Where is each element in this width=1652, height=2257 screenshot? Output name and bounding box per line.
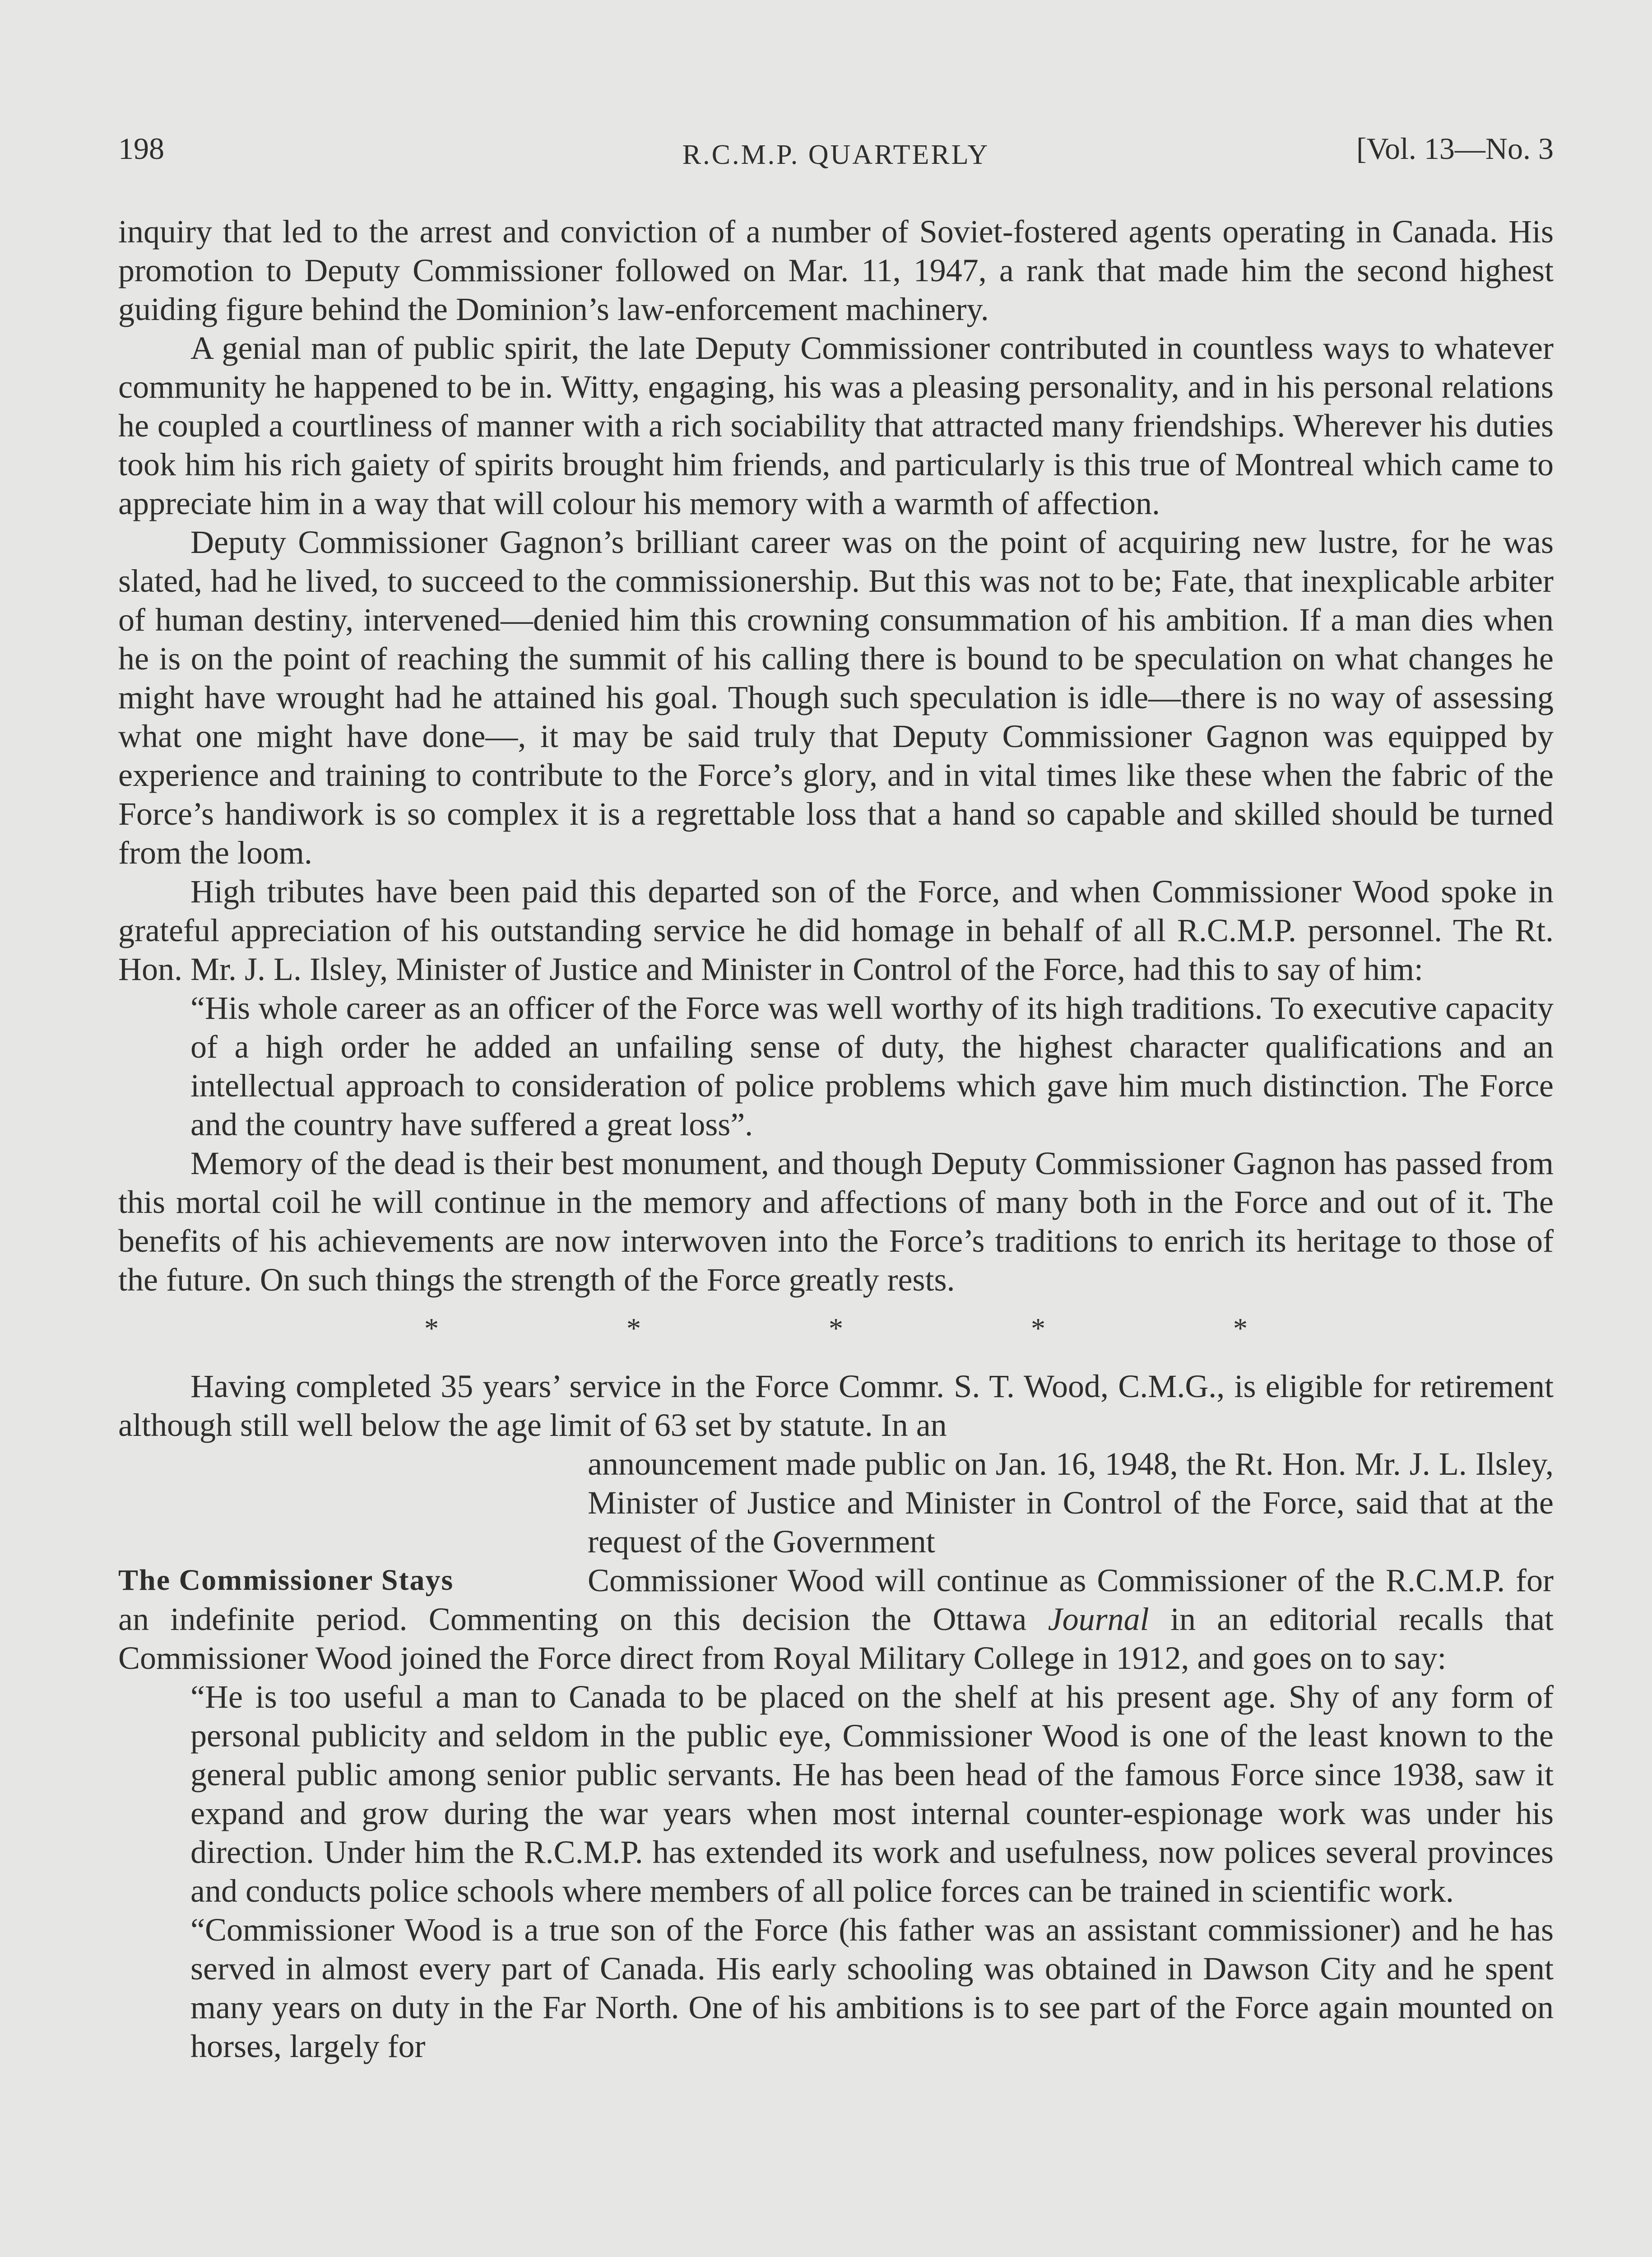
journal-title: R.C.M.P. QUARTERLY <box>682 139 990 170</box>
text-span: Commissioner Wood will continue as Commissioner of the R.C.M.P. for an indefinite period. Commenting on this decision the Ottawa <box>118 1562 1554 1637</box>
paragraph: Deputy Commissioner Gagnon’s brilliant career was on the point of acquiring new lustre, for he was slated, had he lived, to succeed to the commissionership. But this was not to be; Fate, that inexplicable arbiter of human destiny, intervened—denied him this crowning consummation of his ambition. If a man dies when he is on the point of reaching the summit of his calling there is bound to be speculation on what changes he might have wrought had he attained his goal. Though such speculation is idle—there is no way of assessing what one might have done—, it may be said truly that Deputy Commissioner Gagnon was equipped by experience and training to contribute to the Force’s glory, and in vital times like these when the fabric of the Force’s handiwork is so complex it is a regrettable loss that a hand so capable and skilled should be turned from the loom. <box>118 524 1554 871</box>
section-commissioner-stays <box>118 1367 1554 2066</box>
paragraph: A genial man of public spirit, the late Deputy Commissioner contributed in countless ways to whatever community he happened to be in. Witty, engaging, his was a pleasing personality, and in his personal relations he coupled a courtliness of manner with a rich sociability that attracted many friendships. Wherever his duties took him his rich gaiety of spirits brought him friends, and particularly is this true of Montreal which came to appreciate him in a way that will colour his memory with a warmth of affection. <box>118 330 1554 521</box>
paragraph-wrapped: announcement made public on Jan. 16, 1948, the Rt. Hon. Mr. J. L. Ilsley, Minister of Justice and Minister in Control of the Force, said that at the request of the Government <box>588 1446 1554 1560</box>
publication-name: Journal <box>1048 1601 1149 1637</box>
paragraph: Having completed 35 years’ service in the Force Commr. S. T. Wood, C.M.G., is eligible for retirement although still well below the age limit of 63 set by statute. In an <box>118 1368 1554 1443</box>
block-quote: “He is too useful a man to Canada to be placed on the shelf at his present age. Shy of any form of personal publicity and seldom in the public eye, Commissioner Wood is one of the least known to the general public among senior public servants. He has been head of the famous Force since 1938, saw it expand and grow during the war years when most internal counter-espionage work was under his direction. Under him the R.C.M.P. has extended its work and usefulness, now polices several provinces and conducts police schools where members of all police forces can be trained in scientific work. <box>190 1679 1554 1909</box>
block-quote: “His whole career as an officer of the Force was well worthy of its high traditions. To executive capacity of a high order he added an unfailing sense of duty, the highest character qualifications and an intellectual approach to consideration of police problems which gave him much distinction. The Force and the country have suffered a great loss”. <box>190 990 1554 1142</box>
paragraph: High tributes have been paid this departed son of the Force, and when Commissioner Wood spoke in grateful appreciation of his outstanding service he did homage in behalf of all R.C.M.P. personnel. The Rt. Hon. Mr. J. L. Ilsley, Minister of Justice and Minister in Control of the Force, had this to say of him: <box>118 873 1554 987</box>
paragraph-continued: inquiry that led to the arrest and conviction of a number of Soviet-fostered agents operating in Canada. His promotion to Deputy Commissioner followed on Mar. 11, 1947, a rank that made him the second highest guiding figure behind the Dominion’s law-enforcement machinery. <box>118 214 1554 327</box>
section-separator: * * * * * <box>424 1312 1338 1344</box>
text-span: in an editorial recalls that Commissioner Wood joined the Force direct from Royal Military College in 1912, and goes on to say: <box>118 1601 1554 1676</box>
block-quote: “Commissioner Wood is a true son of the Force (his father was an assistant commissioner) and he has served in almost every part of Canada. His early schooling was obtained in Dawson City and he spent many years on duty in the Far North. One of his ambitions is to see part of the Force again mounted on horses, largely for <box>190 1912 1554 2064</box>
volume-issue: [Vol. 13—No. 3 <box>1356 131 1554 166</box>
side-heading: The Commissioner Stays <box>118 1564 454 1597</box>
article-body <box>118 212 1554 2066</box>
page-number: 198 <box>118 131 164 166</box>
running-header <box>118 131 1554 176</box>
paragraph: Memory of the dead is their best monument, and though Deputy Commissioner Gagnon has passed from this mortal coil he will continue in the memory and affections of many both in the Force and out of it. The benefits of his achievements are now interwoven into the Force’s traditions to enrich its heritage to those of the future. On such things the strength of the Force greatly rests. <box>118 1145 1554 1298</box>
